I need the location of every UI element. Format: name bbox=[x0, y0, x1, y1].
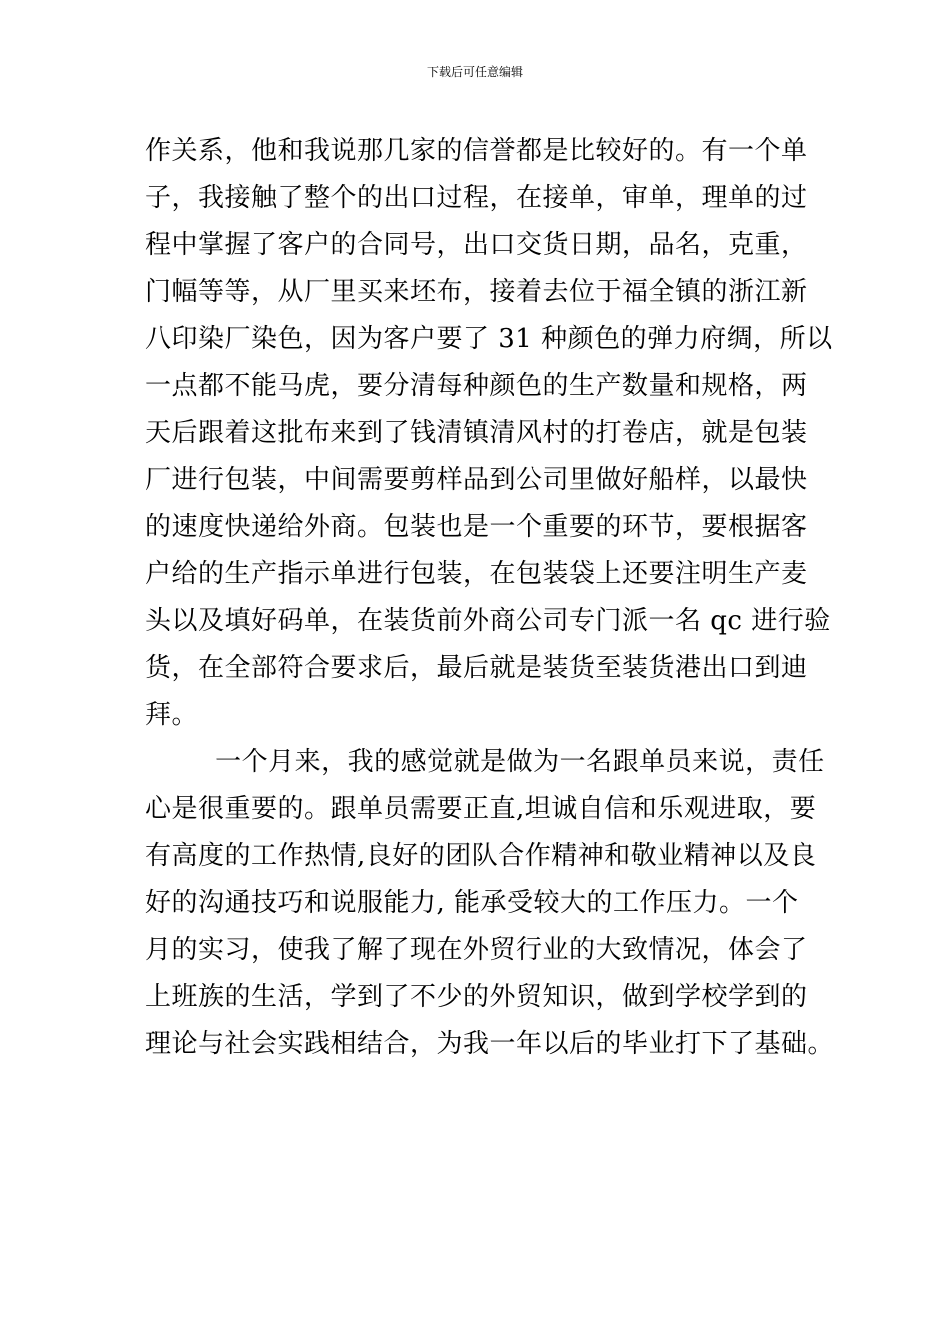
text-line: 理论与社会实践相结合，为我一年以后的毕业打下了基础。 bbox=[145, 1029, 835, 1059]
text-line: 心是很重要的。跟单员需要正直,坦诚自信和乐观进取，要 bbox=[145, 794, 817, 824]
text-line: 上班族的生活，学到了不少的外贸知识，做到学校学到的 bbox=[145, 982, 808, 1012]
text-line: 八印染厂染色，因为客户要了 31 种颜色的弹力府绸，所以 bbox=[145, 324, 833, 354]
text-line: 一点都不能马虎，要分清每种颜色的生产数量和规格，两 bbox=[145, 371, 808, 401]
text-line: 头以及填好码单，在装货前外商公司专门派一名 qc 进行验 bbox=[145, 606, 831, 636]
text-line: 有高度的工作热情,良好的团队合作精神和敬业精神以及良 bbox=[145, 841, 817, 871]
text-line: 货，在全部符合要求后，最后就是装货至装货港出口到迪 bbox=[145, 653, 808, 683]
text-line: 户给的生产指示单进行包装，在包装袋上还要注明生产麦 bbox=[145, 559, 808, 589]
text-line: 厂进行包装，中间需要剪样品到公司里做好船样，以最快 bbox=[145, 465, 808, 495]
text-line: 一个月来，我的感觉就是做为一名跟单员来说，责任 bbox=[145, 747, 825, 777]
text-line: 月的实习，使我了解了现在外贸行业的大致情况，体会了 bbox=[145, 935, 808, 965]
text-line: 子，我接触了整个的出口过程，在接单，审单，理单的过 bbox=[145, 183, 808, 213]
page-header: 下载后可任意编辑 bbox=[426, 65, 523, 79]
text-line: 门幅等等，从厂里买来坯布，接着去位于福全镇的浙江新 bbox=[145, 277, 808, 307]
text-line: 天后跟着这批布来到了钱清镇清风村的打卷店，就是包装 bbox=[145, 418, 808, 448]
text-line: 好的沟通技巧和说服能力, 能承受较大的工作压力。一个 bbox=[145, 888, 799, 918]
text-line: 拜。 bbox=[145, 700, 199, 730]
text-line: 作关系，他和我说那几家的信誉都是比较好的。有一个单 bbox=[145, 136, 808, 166]
text-line: 的速度快递给外商。包装也是一个重要的环节，要根据客 bbox=[145, 512, 808, 542]
text-line: 程中掌握了客户的合同号，出口交货日期，品名，克重， bbox=[145, 230, 808, 260]
